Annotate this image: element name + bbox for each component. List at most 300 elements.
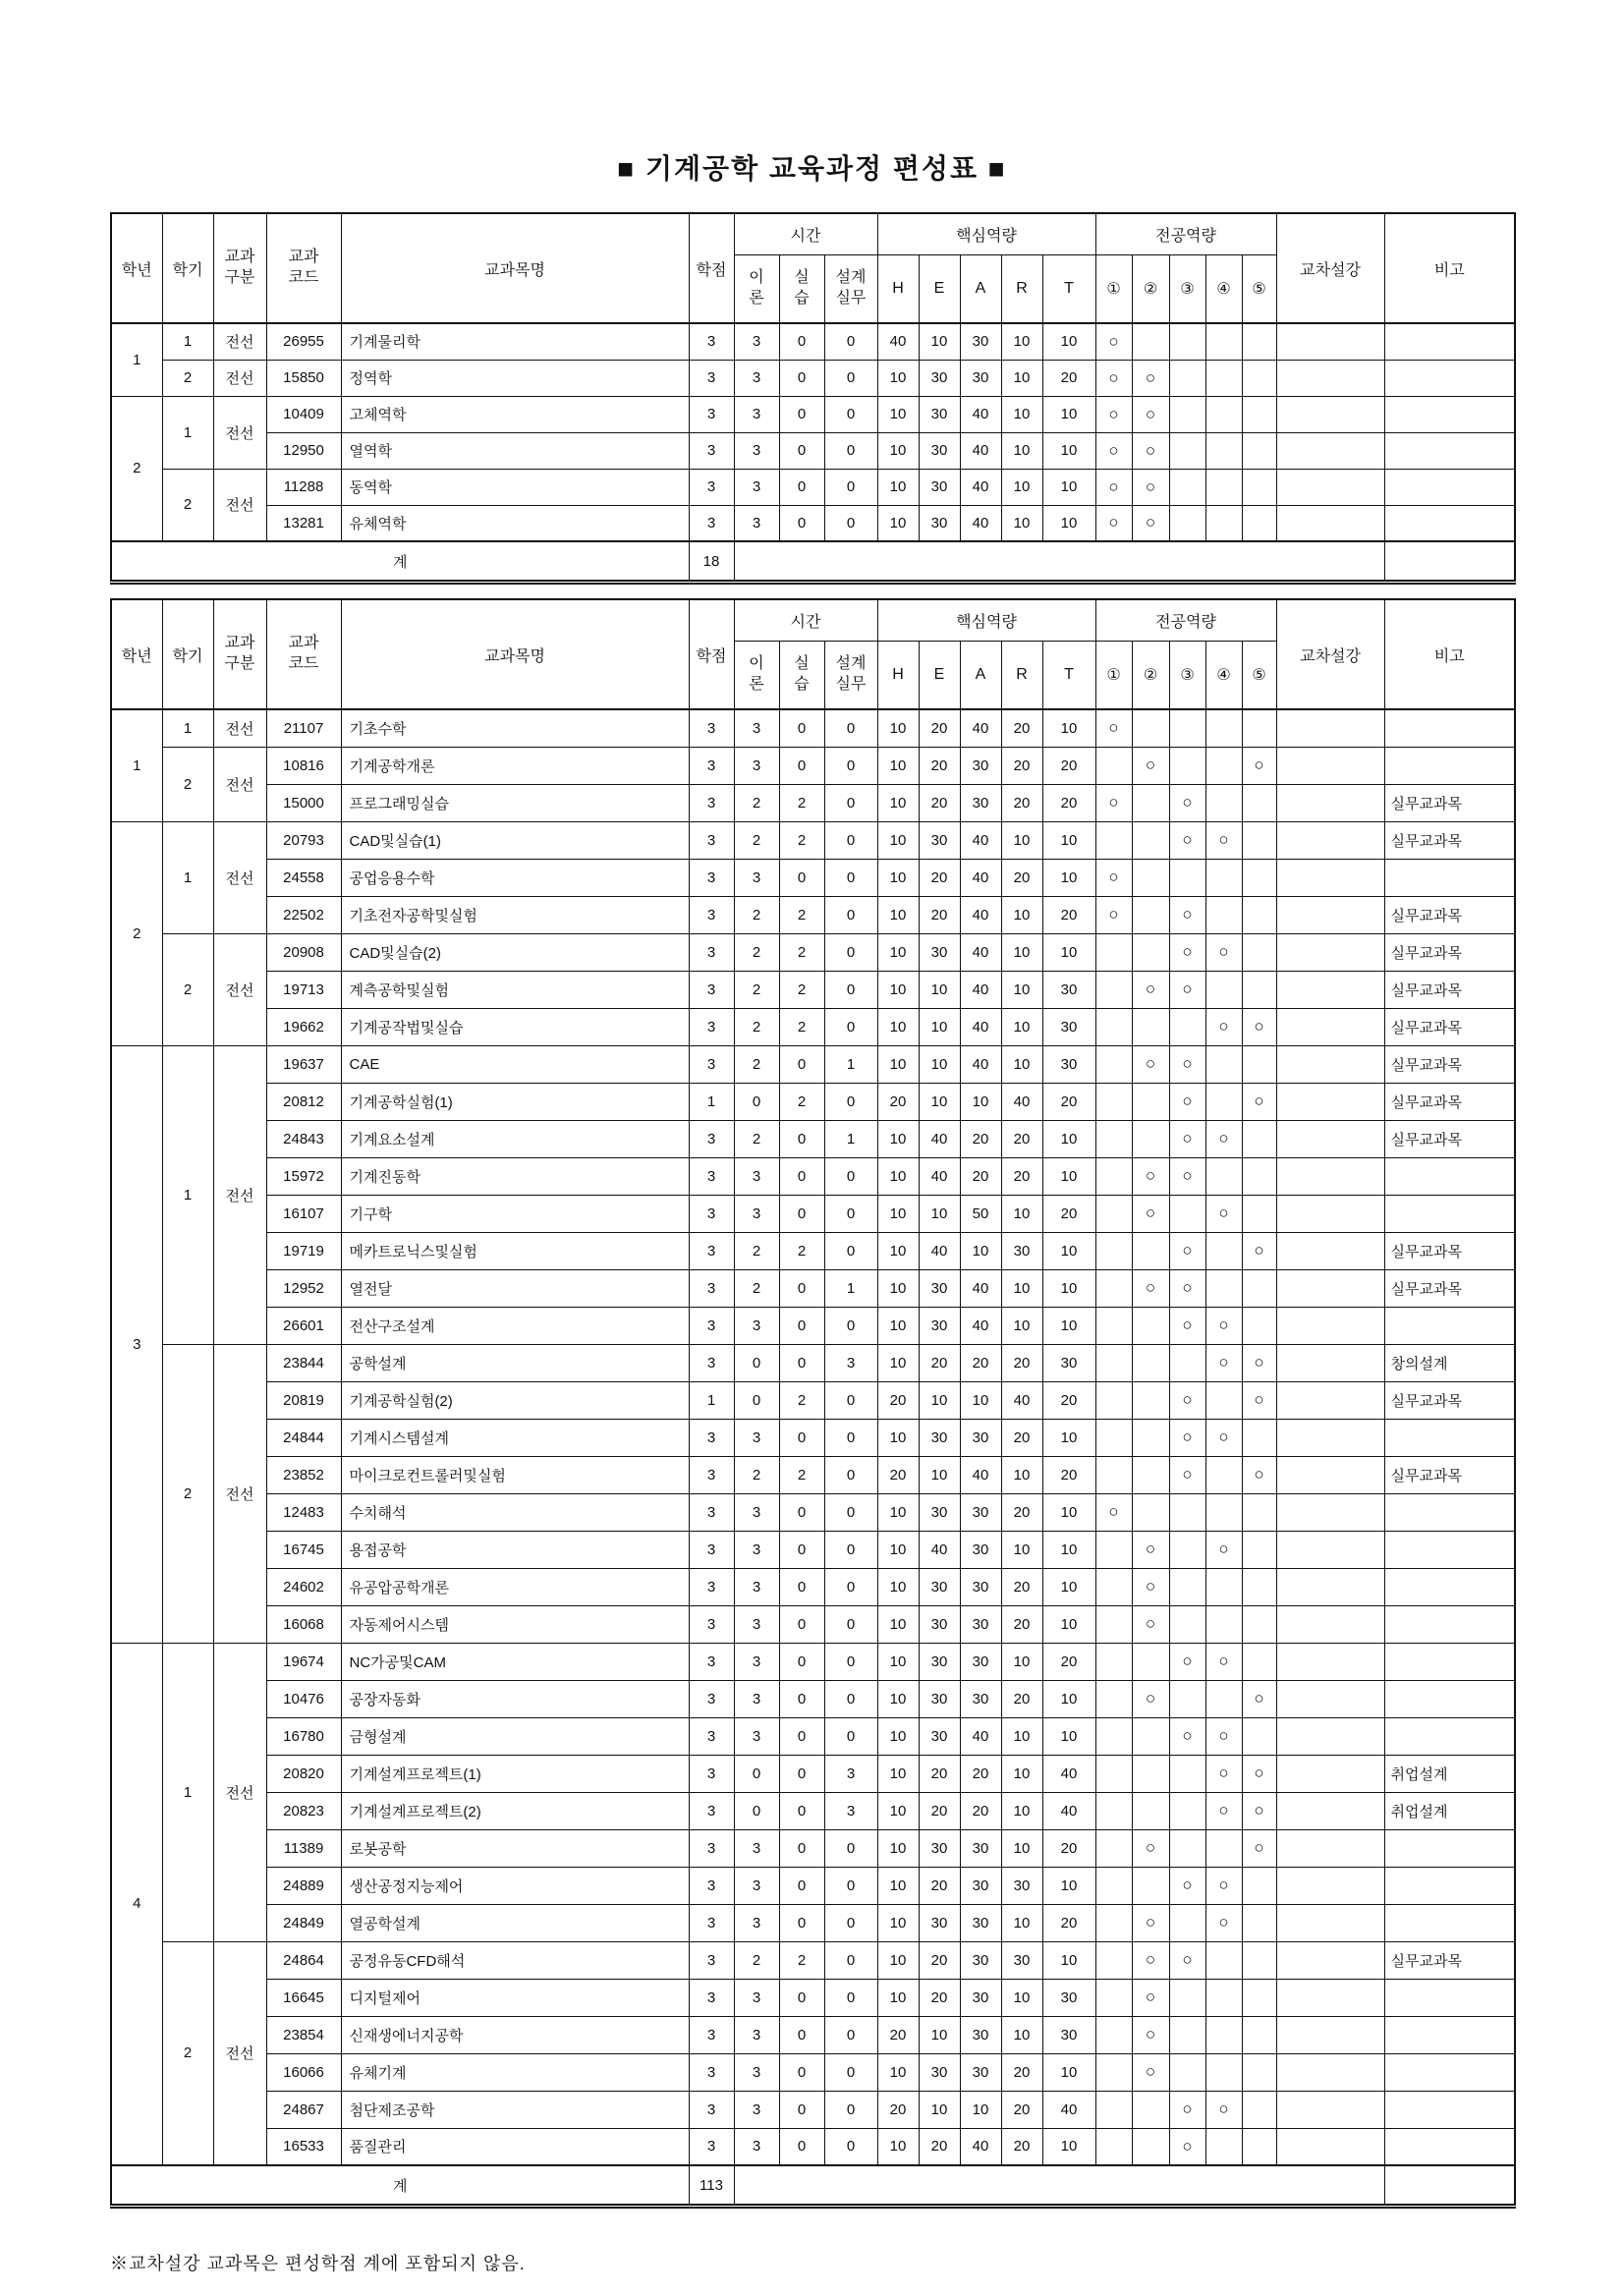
course-name-cell: 계측공학및실험	[341, 971, 689, 1008]
design-hours-cell: 0	[824, 709, 877, 747]
course-name-cell: 공장자동화	[341, 1680, 689, 1717]
course-name-cell: 용접공학	[341, 1531, 689, 1568]
practice-hours-cell: 0	[779, 747, 824, 784]
major-1-cell: ○	[1095, 709, 1132, 747]
design-hours-cell: 0	[824, 1307, 877, 1344]
major-3-cell	[1169, 1680, 1205, 1717]
core-h-cell: 10	[877, 1904, 919, 1941]
col-core-e: E	[919, 641, 960, 709]
col-course-name: 교과목명	[341, 213, 689, 323]
core-h-cell: 10	[877, 1717, 919, 1755]
credit-cell: 3	[689, 1195, 734, 1232]
col-design-practice: 설계실무	[824, 641, 877, 709]
cross-listing-cell	[1276, 1605, 1384, 1643]
major-5-cell	[1242, 505, 1276, 541]
core-e-cell: 30	[919, 821, 960, 859]
theory-hours-cell: 2	[734, 1045, 779, 1083]
course-code-cell: 24844	[266, 1419, 341, 1456]
total-note-cell	[1384, 541, 1515, 583]
major-4-cell	[1205, 1269, 1242, 1307]
core-h-cell: 10	[877, 1680, 919, 1717]
major-3-cell: ○	[1169, 821, 1205, 859]
core-t-cell: 40	[1042, 1792, 1095, 1829]
cross-listing-cell	[1276, 1531, 1384, 1568]
page-title: ■ 기계공학 교육과정 편성표 ■	[617, 153, 1007, 184]
course-row	[111, 1045, 1515, 1083]
major-1-cell	[1095, 1195, 1132, 1232]
course-row	[111, 1157, 1515, 1195]
major-2-cell: ○	[1132, 432, 1169, 469]
practice-hours-cell: 0	[779, 1195, 824, 1232]
core-t-cell: 20	[1042, 1456, 1095, 1493]
theory-hours-cell: 2	[734, 896, 779, 933]
practice-hours-cell: 0	[779, 1717, 824, 1755]
core-a-cell: 30	[960, 1568, 1001, 1605]
semester-cell: 1	[162, 1045, 213, 1344]
core-a-cell: 40	[960, 821, 1001, 859]
design-hours-cell: 0	[824, 1419, 877, 1456]
core-e-cell: 40	[919, 1232, 960, 1269]
core-r-cell: 10	[1001, 1195, 1042, 1232]
core-r-cell: 10	[1001, 896, 1042, 933]
major-1-cell: ○	[1095, 1493, 1132, 1531]
major-5-cell	[1242, 2091, 1276, 2128]
core-e-cell: 20	[919, 784, 960, 821]
major-5-cell	[1242, 1531, 1276, 1568]
col-major-3: ③	[1169, 641, 1205, 709]
practice-hours-cell: 0	[779, 1493, 824, 1531]
theory-hours-cell: 3	[734, 2091, 779, 2128]
design-hours-cell: 0	[824, 1867, 877, 1904]
core-t-cell: 20	[1042, 1904, 1095, 1941]
theory-hours-cell: 3	[734, 323, 779, 360]
course-code-cell: 20819	[266, 1381, 341, 1419]
core-a-cell: 30	[960, 1419, 1001, 1456]
core-h-cell: 20	[877, 2091, 919, 2128]
major-1-cell	[1095, 1979, 1132, 2016]
major-3-cell: ○	[1169, 2128, 1205, 2165]
major-1-cell	[1095, 1419, 1132, 1456]
theory-hours-cell: 3	[734, 1419, 779, 1456]
core-e-cell: 20	[919, 747, 960, 784]
col-core-t: T	[1042, 254, 1095, 323]
course-code-cell: 11389	[266, 1829, 341, 1867]
major-4-cell	[1205, 1941, 1242, 1979]
core-t-cell: 10	[1042, 505, 1095, 541]
core-t-cell: 10	[1042, 1232, 1095, 1269]
major-5-cell: ○	[1242, 1381, 1276, 1419]
theory-hours-cell: 3	[734, 1157, 779, 1195]
practice-hours-cell: 0	[779, 432, 824, 469]
core-e-cell: 20	[919, 709, 960, 747]
major-5-cell	[1242, 896, 1276, 933]
theory-hours-cell: 3	[734, 709, 779, 747]
credit-cell: 3	[689, 1829, 734, 1867]
major-1-cell	[1095, 1157, 1132, 1195]
major-3-cell	[1169, 1755, 1205, 1792]
core-h-cell: 10	[877, 1941, 919, 1979]
course-row	[111, 469, 1515, 505]
major-3-cell	[1169, 360, 1205, 396]
core-a-cell: 40	[960, 896, 1001, 933]
major-4-cell	[1205, 1829, 1242, 1867]
course-row	[111, 747, 1515, 784]
note-cell: 실무교과목	[1384, 1269, 1515, 1307]
core-r-cell: 10	[1001, 1643, 1042, 1680]
cross-listing-cell	[1276, 2091, 1384, 2128]
major-3-cell: ○	[1169, 784, 1205, 821]
note-cell	[1384, 396, 1515, 432]
core-h-cell: 10	[877, 1755, 919, 1792]
credit-cell: 3	[689, 896, 734, 933]
practice-hours-cell: 2	[779, 1381, 824, 1419]
core-h-cell: 10	[877, 1120, 919, 1157]
course-code-cell: 16066	[266, 2053, 341, 2091]
year-cell: 3	[111, 1045, 162, 1643]
credit-cell: 3	[689, 360, 734, 396]
col-year: 학년	[111, 599, 162, 709]
core-r-cell: 10	[1001, 1531, 1042, 1568]
major-5-cell	[1242, 1643, 1276, 1680]
core-r-cell: 10	[1001, 821, 1042, 859]
course-name-cell: 공업응용수학	[341, 859, 689, 896]
major-3-cell: ○	[1169, 1941, 1205, 1979]
major-2-cell	[1132, 1419, 1169, 1456]
course-code-cell: 13281	[266, 505, 341, 541]
course-code-cell: 26601	[266, 1307, 341, 1344]
course-name-cell: 메카트로닉스및실험	[341, 1232, 689, 1269]
core-e-cell: 20	[919, 1344, 960, 1381]
major-1-cell: ○	[1095, 469, 1132, 505]
course-code-cell: 23852	[266, 1456, 341, 1493]
course-row	[111, 1717, 1515, 1755]
col-practice: 실습	[779, 641, 824, 709]
credit-cell: 3	[689, 2128, 734, 2165]
major-5-cell: ○	[1242, 1083, 1276, 1120]
note-cell	[1384, 2128, 1515, 2165]
design-hours-cell: 1	[824, 1120, 877, 1157]
note-cell: 실무교과목	[1384, 1381, 1515, 1419]
core-r-cell: 20	[1001, 859, 1042, 896]
course-code-cell: 24602	[266, 1568, 341, 1605]
core-e-cell: 10	[919, 323, 960, 360]
major-4-cell: ○	[1205, 1792, 1242, 1829]
practice-hours-cell: 0	[779, 1755, 824, 1792]
core-h-cell: 10	[877, 2128, 919, 2165]
design-hours-cell: 0	[824, 1157, 877, 1195]
major-3-cell	[1169, 1195, 1205, 1232]
col-group-time: 시간	[734, 599, 877, 641]
core-h-cell: 10	[877, 1792, 919, 1829]
cross-listing-cell	[1276, 2016, 1384, 2053]
core-h-cell: 40	[877, 323, 919, 360]
col-core-a: A	[960, 254, 1001, 323]
major-3-cell	[1169, 1829, 1205, 1867]
core-h-cell: 10	[877, 360, 919, 396]
semester-cell: 1	[162, 323, 213, 360]
practice-hours-cell: 0	[779, 1867, 824, 1904]
cross-listing-cell	[1276, 396, 1384, 432]
col-core-h: H	[877, 254, 919, 323]
core-h-cell: 10	[877, 469, 919, 505]
course-row	[111, 2016, 1515, 2053]
core-e-cell: 20	[919, 1867, 960, 1904]
core-t-cell: 10	[1042, 1307, 1095, 1344]
core-r-cell: 20	[1001, 2091, 1042, 2128]
course-code-cell: 20820	[266, 1755, 341, 1792]
core-r-cell: 20	[1001, 1157, 1042, 1195]
practice-hours-cell: 0	[779, 1829, 824, 1867]
major-5-cell	[1242, 2128, 1276, 2165]
core-h-cell: 10	[877, 396, 919, 432]
credit-cell: 3	[689, 2016, 734, 2053]
course-row	[111, 709, 1515, 747]
major-4-cell	[1205, 396, 1242, 432]
note-cell	[1384, 709, 1515, 747]
practice-hours-cell: 0	[779, 1307, 824, 1344]
major-4-cell	[1205, 432, 1242, 469]
practice-hours-cell: 0	[779, 1419, 824, 1456]
course-name-cell: 기초전자공학및실험	[341, 896, 689, 933]
major-4-cell	[1205, 323, 1242, 360]
course-name-cell: 기계공학개론	[341, 747, 689, 784]
core-a-cell: 30	[960, 2016, 1001, 2053]
core-t-cell: 40	[1042, 2091, 1095, 2128]
course-name-cell: 마이크로컨트롤러및실험	[341, 1456, 689, 1493]
practice-hours-cell: 2	[779, 1941, 824, 1979]
course-name-cell: 기구학	[341, 1195, 689, 1232]
core-e-cell: 10	[919, 971, 960, 1008]
major-5-cell	[1242, 360, 1276, 396]
course-name-cell: 고체역학	[341, 396, 689, 432]
core-t-cell: 10	[1042, 432, 1095, 469]
course-row	[111, 896, 1515, 933]
major-5-cell	[1242, 1493, 1276, 1531]
course-name-cell: 기계공작법및실습	[341, 1008, 689, 1045]
major-4-cell	[1205, 505, 1242, 541]
course-code-cell: 16645	[266, 1979, 341, 2016]
col-major-1: ①	[1095, 254, 1132, 323]
course-row	[111, 1979, 1515, 2016]
note-cell: 실무교과목	[1384, 1941, 1515, 1979]
course-row	[111, 1755, 1515, 1792]
practice-hours-cell: 2	[779, 821, 824, 859]
core-e-cell: 10	[919, 1008, 960, 1045]
major-1-cell	[1095, 1083, 1132, 1120]
design-hours-cell: 0	[824, 747, 877, 784]
core-h-cell: 10	[877, 1307, 919, 1344]
note-cell: 취업설계	[1384, 1792, 1515, 1829]
practice-hours-cell: 0	[779, 2016, 824, 2053]
core-a-cell: 20	[960, 1755, 1001, 1792]
total-credits-cell: 113	[689, 2165, 734, 2207]
course-row	[111, 1269, 1515, 1307]
core-r-cell: 20	[1001, 1605, 1042, 1643]
core-e-cell: 10	[919, 1083, 960, 1120]
major-1-cell	[1095, 1829, 1132, 1867]
core-h-cell: 10	[877, 859, 919, 896]
year-cell: 2	[111, 821, 162, 1045]
theory-hours-cell: 2	[734, 821, 779, 859]
major-2-cell	[1132, 1232, 1169, 1269]
cross-listing-cell	[1276, 1381, 1384, 1419]
core-e-cell: 20	[919, 1941, 960, 1979]
cross-listing-cell	[1276, 971, 1384, 1008]
col-major-2: ②	[1132, 641, 1169, 709]
note-cell: 실무교과목	[1384, 1008, 1515, 1045]
course-code-cell: 24558	[266, 859, 341, 896]
course-type-cell: 전선	[213, 821, 266, 933]
core-a-cell: 30	[960, 1531, 1001, 1568]
core-a-cell: 30	[960, 1680, 1001, 1717]
major-1-cell	[1095, 1232, 1132, 1269]
course-row	[111, 323, 1515, 360]
major-2-cell: ○	[1132, 1680, 1169, 1717]
note-cell: 실무교과목	[1384, 1120, 1515, 1157]
course-name-cell: 기계공학실험(1)	[341, 1083, 689, 1120]
course-name-cell: 정역학	[341, 360, 689, 396]
core-e-cell: 30	[919, 933, 960, 971]
course-row	[111, 1120, 1515, 1157]
design-hours-cell: 3	[824, 1792, 877, 1829]
core-t-cell: 40	[1042, 1755, 1095, 1792]
course-row	[111, 1904, 1515, 1941]
cross-listing-cell	[1276, 505, 1384, 541]
core-h-cell: 10	[877, 821, 919, 859]
note-cell	[1384, 1717, 1515, 1755]
col-course-type: 교과구분	[213, 599, 266, 709]
core-t-cell: 20	[1042, 784, 1095, 821]
major-3-cell: ○	[1169, 1157, 1205, 1195]
design-hours-cell: 0	[824, 469, 877, 505]
credit-cell: 3	[689, 1792, 734, 1829]
design-hours-cell: 0	[824, 1381, 877, 1419]
core-h-cell: 10	[877, 432, 919, 469]
course-code-cell: 16745	[266, 1531, 341, 1568]
major-4-cell	[1205, 784, 1242, 821]
major-4-cell	[1205, 1568, 1242, 1605]
core-r-cell: 10	[1001, 1045, 1042, 1083]
core-r-cell: 10	[1001, 469, 1042, 505]
core-a-cell: 40	[960, 1307, 1001, 1344]
credit-cell: 3	[689, 1605, 734, 1643]
major-4-cell: ○	[1205, 2091, 1242, 2128]
cross-listing-cell	[1276, 1344, 1384, 1381]
col-core-e: E	[919, 254, 960, 323]
practice-hours-cell: 0	[779, 1680, 824, 1717]
major-5-cell: ○	[1242, 1456, 1276, 1493]
course-code-cell: 24849	[266, 1904, 341, 1941]
credit-cell: 3	[689, 1045, 734, 1083]
major-2-cell	[1132, 933, 1169, 971]
credit-cell: 3	[689, 784, 734, 821]
core-t-cell: 30	[1042, 2016, 1095, 2053]
core-a-cell: 20	[960, 1157, 1001, 1195]
cross-listing-cell	[1276, 1979, 1384, 2016]
core-r-cell: 10	[1001, 1792, 1042, 1829]
course-code-cell: 16068	[266, 1605, 341, 1643]
major-1-cell	[1095, 821, 1132, 859]
major-2-cell	[1132, 1792, 1169, 1829]
theory-hours-cell: 3	[734, 1307, 779, 1344]
cross-listing-cell	[1276, 821, 1384, 859]
course-name-cell: 기계요소설계	[341, 1120, 689, 1157]
col-semester: 학기	[162, 599, 213, 709]
semester-cell: 2	[162, 469, 213, 541]
major-2-cell	[1132, 1867, 1169, 1904]
core-a-cell: 30	[960, 1941, 1001, 1979]
design-hours-cell: 0	[824, 896, 877, 933]
major-3-cell	[1169, 1792, 1205, 1829]
major-2-cell	[1132, 821, 1169, 859]
major-4-cell	[1205, 1979, 1242, 2016]
core-e-cell: 30	[919, 1269, 960, 1307]
course-row	[111, 933, 1515, 971]
note-cell	[1384, 1643, 1515, 1680]
major-1-cell: ○	[1095, 432, 1132, 469]
major-5-cell	[1242, 971, 1276, 1008]
major-5-cell	[1242, 1419, 1276, 1456]
credit-cell: 3	[689, 1867, 734, 1904]
major-4-cell	[1205, 469, 1242, 505]
course-code-cell: 19674	[266, 1643, 341, 1680]
note-cell	[1384, 1157, 1515, 1195]
note-cell: 실무교과목	[1384, 821, 1515, 859]
design-hours-cell: 0	[824, 505, 877, 541]
cross-listing-cell	[1276, 933, 1384, 971]
credit-cell: 3	[689, 1307, 734, 1344]
major-2-cell	[1132, 1120, 1169, 1157]
theory-hours-cell: 3	[734, 432, 779, 469]
credit-cell: 3	[689, 1157, 734, 1195]
practice-hours-cell: 0	[779, 1344, 824, 1381]
theory-hours-cell: 3	[734, 2053, 779, 2091]
note-cell: 실무교과목	[1384, 1232, 1515, 1269]
total-empty-cell	[734, 2165, 1384, 2207]
practice-hours-cell: 0	[779, 1605, 824, 1643]
major-1-cell	[1095, 1680, 1132, 1717]
core-e-cell: 30	[919, 469, 960, 505]
core-r-cell: 10	[1001, 1979, 1042, 2016]
course-name-cell: 기계물리학	[341, 323, 689, 360]
course-name-cell: 품질관리	[341, 2128, 689, 2165]
core-a-cell: 40	[960, 971, 1001, 1008]
major-1-cell	[1095, 1269, 1132, 1307]
major-2-cell	[1132, 1456, 1169, 1493]
core-t-cell: 20	[1042, 360, 1095, 396]
core-e-cell: 30	[919, 1904, 960, 1941]
course-row	[111, 1867, 1515, 1904]
col-year: 학년	[111, 213, 162, 323]
core-r-cell: 20	[1001, 709, 1042, 747]
core-r-cell: 10	[1001, 360, 1042, 396]
core-r-cell: 30	[1001, 1232, 1042, 1269]
note-cell	[1384, 1829, 1515, 1867]
major-3-cell: ○	[1169, 933, 1205, 971]
note-cell	[1384, 859, 1515, 896]
credit-cell: 3	[689, 1120, 734, 1157]
core-e-cell: 10	[919, 1045, 960, 1083]
col-practice: 실습	[779, 254, 824, 323]
course-row	[111, 1195, 1515, 1232]
major-2-cell: ○	[1132, 2016, 1169, 2053]
practice-hours-cell: 0	[779, 1045, 824, 1083]
core-e-cell: 30	[919, 1493, 960, 1531]
theory-hours-cell: 3	[734, 1643, 779, 1680]
design-hours-cell: 0	[824, 859, 877, 896]
major-5-cell	[1242, 1568, 1276, 1605]
semester-cell: 2	[162, 933, 213, 1045]
